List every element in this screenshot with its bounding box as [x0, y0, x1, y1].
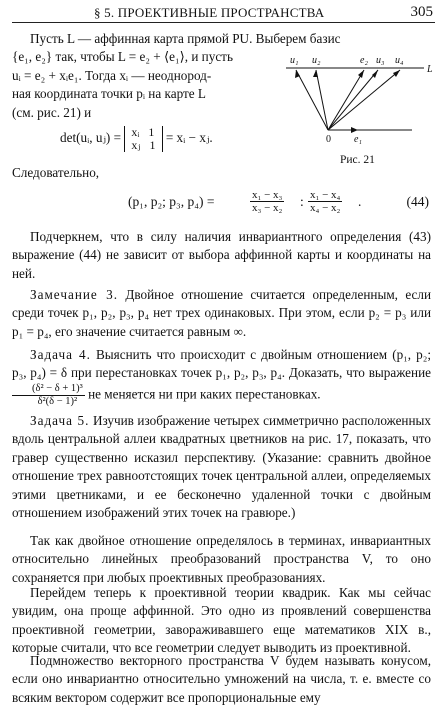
- section-title: § 5. ПРОЕКТИВНЫЕ ПРОСТРАНСТВА: [94, 5, 325, 20]
- task-4-title: Задача 4.: [30, 347, 91, 362]
- running-header: [12, 4, 435, 23]
- task-4-text-1: Выяснить что происходит с двойным отношением (p₁, p₂; p₃, p₄) = δ при перестановках точек p₁, p₂, p₃, p₄. Доказать, что выражение: [12, 347, 432, 381]
- label-e1: e₁: [354, 134, 362, 145]
- remark-3: [12, 286, 431, 341]
- arrow-u2: [313, 70, 318, 77]
- intro-line-3: uᵢ = e₂ + xᵢe₁. Тогда xᵢ — неоднород-: [12, 67, 212, 83]
- remark-3-title: Замечание 3.: [30, 287, 119, 302]
- eq44-number: (44): [406, 194, 429, 209]
- arrow-u4: [393, 70, 400, 77]
- label-u1: u₁: [290, 55, 299, 66]
- task-4-frac-num: (δ² − δ + 1)³: [12, 383, 85, 396]
- equation-44: [12, 186, 431, 220]
- vector-u2: [316, 70, 328, 130]
- intro-line-5: (см. рис. 21) и: [12, 104, 92, 120]
- figure-21: [282, 50, 440, 170]
- paragraph-invariance: Подчеркнем, что в силу наличия инвариантного определения (43) выражение (44) не зависит от выбора аффинной карты и координаты на ней.: [12, 229, 431, 281]
- label-origin: 0: [326, 134, 331, 145]
- eq44-end: .: [358, 194, 362, 209]
- task-4-fraction: [12, 383, 85, 408]
- det-rhs: = xᵢ − xⱼ.: [165, 130, 213, 146]
- vector-u1: [296, 70, 328, 130]
- task-5-text: Изучив изображение четырех симметрично расположенных вдоль центральной аллеи квадратных цветников на рис. 17, показать, что гравер существенно исказил перспективу. (Указание: сравнить двойное отношение трех равноотстоящих точек центральной аллеи, определяемых этими цветниками, и ее бесконечно удаленной точки с двойным отношением изображений этих точек на гравюре.): [12, 413, 431, 521]
- det-lhs: det(uᵢ, uⱼ) =: [60, 130, 122, 146]
- intro-line-2: {e₁, e₂} так, чтобы L = e₂ + ⟨e₁⟩, и пусть: [12, 49, 233, 65]
- figure-caption: Рис. 21: [340, 154, 375, 166]
- det-matrix: [124, 126, 162, 152]
- eq44-frac2-num: x₁ − x₄: [310, 189, 341, 201]
- intro-line-1: Пусть L — аффинная карта прямой PU. Выберем базис: [30, 31, 341, 46]
- eq44-frac-2: [308, 189, 342, 214]
- label-L: L: [427, 64, 433, 75]
- paragraph-cross-ratio: Так как двойное отношение определялось в терминах, инвариантных относительно линейных преобразований пространства V, то оно сохраняется при любых проективных преобразованиях.: [12, 533, 431, 585]
- label-e2: e₂: [360, 55, 368, 66]
- det-row-2: xⱼ 1: [131, 138, 156, 152]
- page-number: 305: [410, 4, 433, 20]
- label-u2: u₂: [312, 55, 321, 66]
- arrow-e2: [358, 70, 364, 78]
- det-row-1: xᵢ 1: [131, 125, 155, 139]
- task-4: [12, 346, 431, 408]
- vector-e2: [328, 70, 364, 130]
- task-5-title: Задача 5.: [30, 413, 90, 428]
- eq44-colon: :: [300, 194, 304, 209]
- vectors: [296, 70, 400, 130]
- arrow-e1: [351, 127, 358, 133]
- label-u4: u₄: [395, 55, 404, 66]
- eq44-frac2-den: x₄ − x₂: [310, 202, 341, 214]
- task-4-frac-den: δ²(δ − 1)²: [37, 395, 78, 407]
- task-4-text-2: не меняется ни при каких перестановках.: [88, 386, 321, 402]
- label-u3: u₃: [376, 55, 385, 66]
- det-equation: [60, 126, 213, 152]
- vector-u4: [328, 70, 400, 130]
- eq44-frac1-den: x₃ − x₂: [252, 202, 283, 214]
- eq44-frac-1: [250, 189, 284, 214]
- remark-3-text: Двойное отношение считается определенным, если среди точек p₁, p₂, p₃, p₄ нет трех одинаковых. При этом, если p₂ = p₃ или p₁ = p₄, его значение считается равным ∞.: [12, 287, 431, 339]
- arrowheads: [295, 70, 400, 133]
- paragraph-cone: Подмножество векторного пространства V будем называть конусом, если оно инвариантно относительно умножений на числа, т. е. вместе со всяким вектором содержит все пропорциональные ему: [12, 653, 431, 705]
- vector-u3: [328, 70, 378, 130]
- eq44-frac1-num: x₁ − x₃: [252, 189, 283, 201]
- task-5: [12, 412, 431, 522]
- eq44-lhs: (p₁, p₂; p₃, p₄) =: [128, 194, 215, 209]
- intro-line-4: ная координата точки pᵢ на карте L: [12, 86, 206, 102]
- paragraph-quadrics: Перейдем теперь к проективной теории квадрик. Как мы сейчас увидим, она проще аффинной. Это одно из проявлений совершенства проективной геометрии, завораживавшего еще математиков XIX в., которые считали, что все геометрии следует выводить из проективной.: [12, 585, 431, 656]
- consequently-line: Следовательно,: [12, 165, 100, 180]
